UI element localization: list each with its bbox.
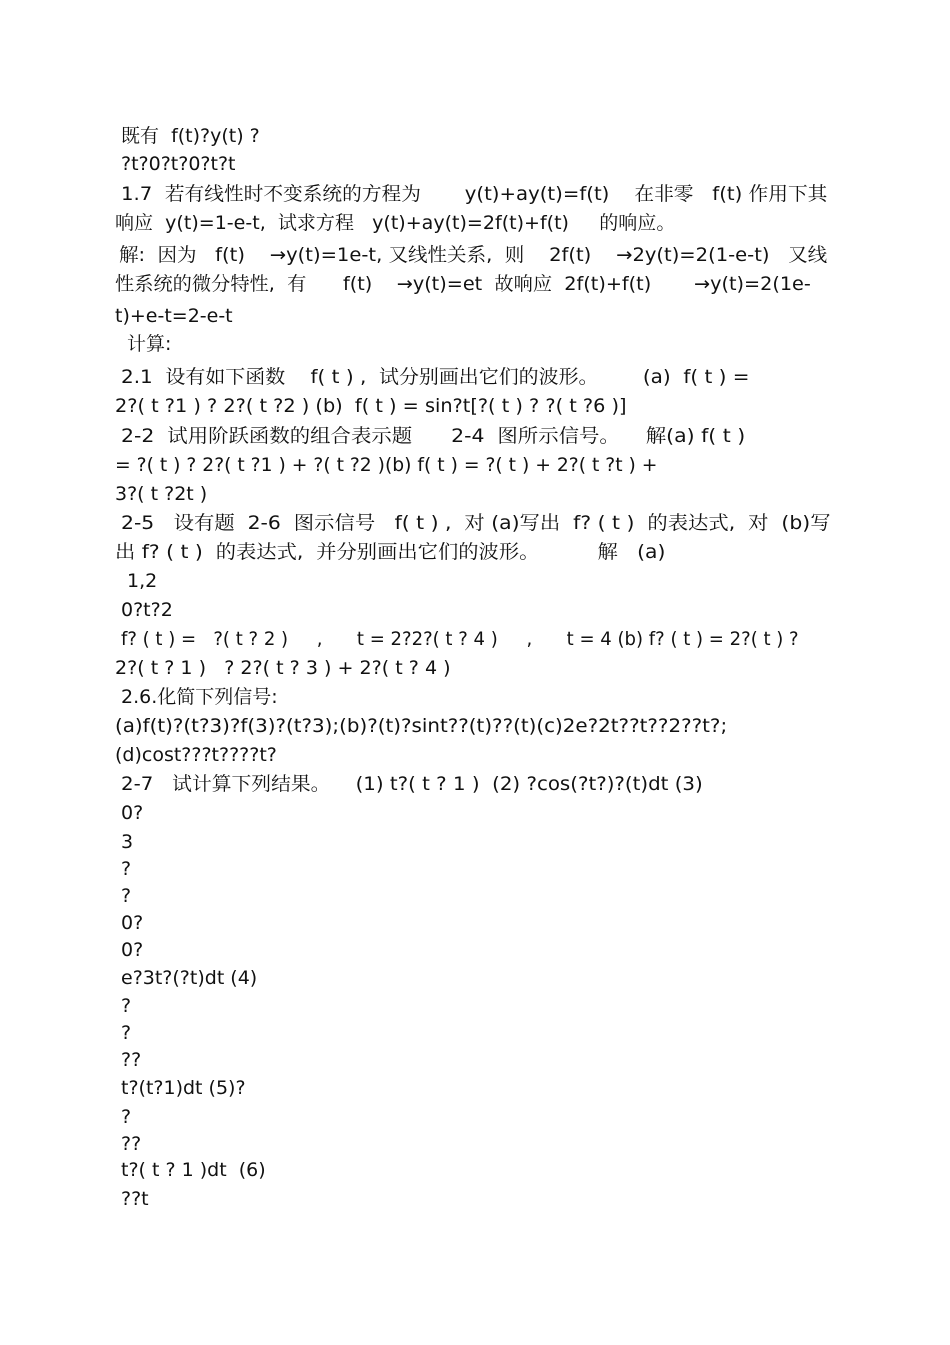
text-line: ? [121, 885, 132, 907]
text-line: ??t [121, 1188, 149, 1210]
text-line: 出 f? ( t ) 的表达式, 并分别画出它们的波形。 解 (a) [115, 541, 666, 563]
text-line: = ?( t ) ? 2?( t ?1 ) + ?( t ?2 )(b) f( t ) = ?( t ) + 2?( t ?t ) + [115, 454, 658, 476]
text-line: 0? [121, 939, 144, 961]
text-line: 性系统的微分特性, 有 f(t) →y(t)=et 故响应 2f(t)+f(t) →y(t)=2(1e- [115, 273, 811, 295]
text-line: ? [121, 1022, 132, 1044]
text-line: ? [121, 858, 132, 880]
text-line: 2?( t ?1 ) ? 2?( t ?2 ) (b) f( t ) = sin?t[?( t ) ? ?( t ?6 )] [115, 395, 627, 417]
text-line: 既有 f(t)?y(t) ? [121, 125, 260, 147]
text-line: 2?( t ? 1 ) ? 2?( t ? 3 ) + 2?( t ? 4 ) [115, 657, 451, 679]
text-line: ?? [121, 1133, 142, 1155]
text-line: (a)f(t)?(t?3)?f(3)?(t?3);(b)?(t)?sint??(t)??(t)(c)2e?2t??t??2??t?; [115, 715, 728, 737]
text-line: ? [121, 995, 132, 1017]
text-line: ? [121, 1106, 132, 1128]
text-line: t?(t?1)dt (5)? [121, 1077, 246, 1099]
text-line: ?? [121, 1049, 142, 1071]
text-line: 响应 y(t)=1-e-t, 试求方程 y(t)+ay(t)=2f(t)+f(t) 的响应。 [115, 212, 676, 234]
text-line: 解: 因为 f(t) →y(t)=1e-t, 又线性关系, 则 2f(t) →2y(t)=2(1-e-t) 又线 [119, 244, 828, 266]
text-line: 0?t?2 [121, 599, 173, 621]
text-line: 2-7 试计算下列结果。 (1) t?( t ? 1 ) (2) ?cos(?t?)?(t)dt (3) [121, 773, 703, 795]
text-line: 0? [121, 802, 144, 824]
text-line: f? ( t ) = ?( t ? 2 ) , t = 2?2?( t ? 4 ) , t = 4 (b) f? ( t ) = 2?( t ) ? [121, 628, 799, 650]
text-line: e?3t?(?t)dt (4) [121, 967, 258, 989]
text-line: ?t?0?t?0?t?t [121, 153, 236, 175]
text-line: 计算: [127, 333, 172, 355]
text-line: 2.6.化简下列信号: [121, 686, 278, 708]
text-line: 2.1 设有如下函数 f( t ) , 试分别画出它们的波形。 (a) f( t ) = [121, 366, 750, 388]
text-line: 1,2 [127, 570, 158, 592]
text-line: 3 [121, 831, 134, 853]
text-line: (d)cost???t????t? [115, 744, 277, 766]
text-line: 2-2 试用阶跃函数的组合表示题 2-4 图所示信号。 解(a) f( t ) [121, 425, 746, 447]
text-line: 2-5 设有题 2-6 图示信号 f( t ) , 对 (a)写出 f? ( t ) 的表达式, 对 (b)写 [121, 512, 831, 534]
text-line: 3?( t ?2t ) [115, 483, 208, 505]
text-line: t?( t ? 1 )dt (6) [121, 1159, 266, 1181]
text-line: t)+e-t=2-e-t [115, 305, 233, 327]
text-line: 0? [121, 912, 144, 934]
text-line: 1.7 若有线性时不变系统的方程为 y(t)+ay(t)=f(t) 在非零 f(t) 作用下其 [121, 183, 828, 205]
